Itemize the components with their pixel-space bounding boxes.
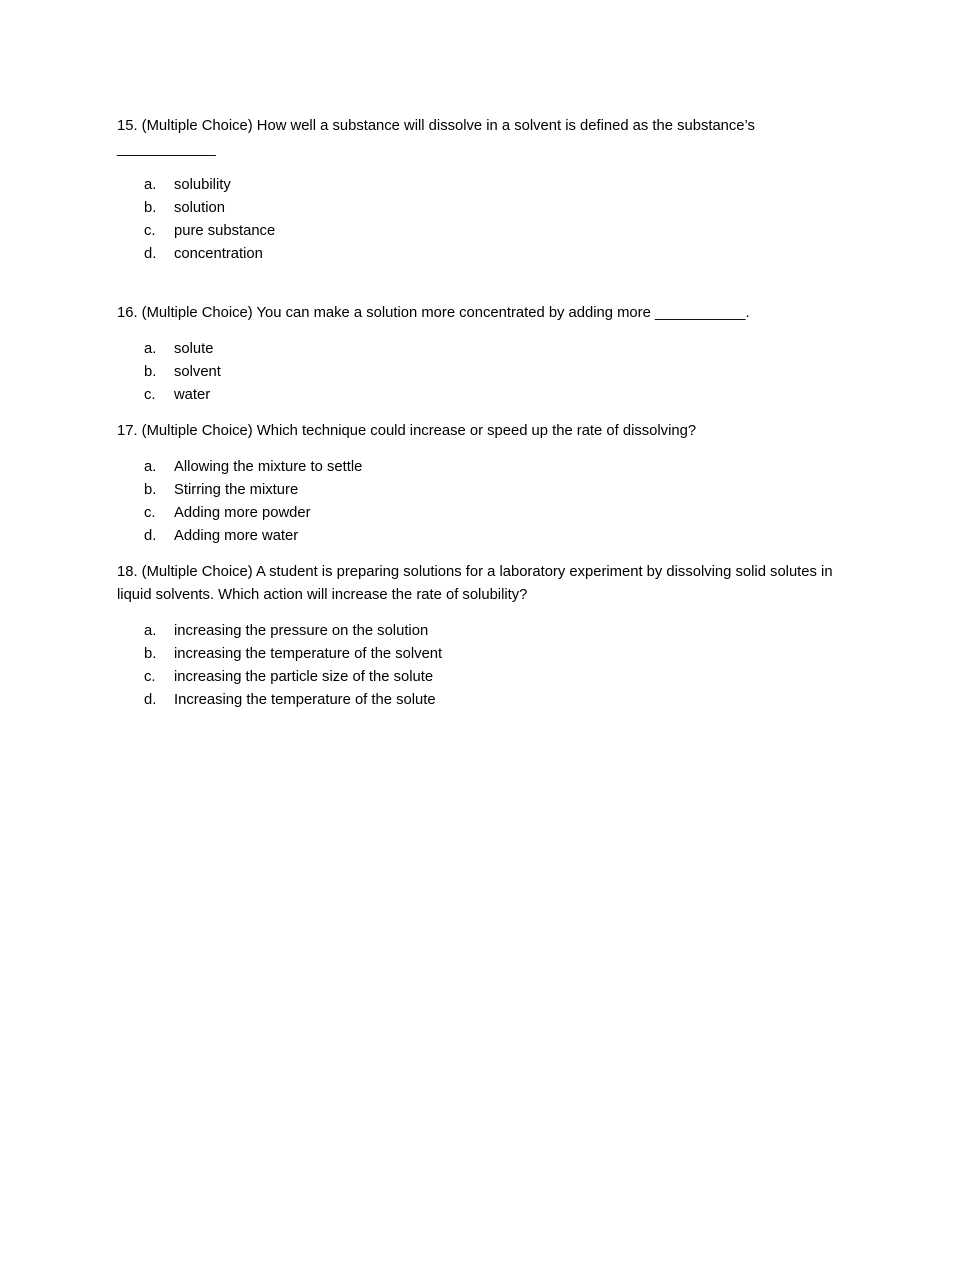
- option-text: concentration: [174, 246, 263, 262]
- option-letter: c.: [144, 387, 156, 403]
- option-text: Stirring the mixture: [174, 482, 299, 498]
- option-text: Increasing the temperature of the solute: [174, 692, 436, 708]
- option-item: [144, 525, 861, 548]
- question-15: [117, 115, 861, 266]
- question-text: 16. (Multiple Choice) You can make a solution more concentrated by adding more ___________.: [117, 305, 750, 321]
- option-list: [117, 338, 861, 407]
- option-letter: c.: [144, 669, 156, 685]
- option-letter: a.: [144, 341, 157, 357]
- option-list: [117, 620, 861, 712]
- option-list: [117, 174, 861, 266]
- option-item: [144, 338, 861, 361]
- option-text: solubility: [174, 177, 231, 193]
- option-text: solvent: [174, 364, 221, 380]
- option-letter: b.: [144, 646, 157, 662]
- option-letter: d.: [144, 528, 157, 544]
- option-text: increasing the particle size of the solute: [174, 669, 434, 685]
- option-item: [144, 220, 861, 243]
- option-item: [144, 502, 861, 525]
- option-text: Allowing the mixture to settle: [174, 459, 363, 475]
- answer-blank-line: ____________: [117, 141, 216, 157]
- option-item: [144, 197, 861, 220]
- option-item: [144, 479, 861, 502]
- option-text: pure substance: [174, 223, 276, 239]
- option-item: [144, 361, 861, 384]
- option-letter: c.: [144, 505, 156, 521]
- option-letter: d.: [144, 246, 157, 262]
- option-text: Adding more powder: [174, 505, 311, 521]
- question-18: [117, 561, 861, 712]
- option-letter: b.: [144, 482, 157, 498]
- option-item: [144, 243, 861, 266]
- option-letter: d.: [144, 692, 157, 708]
- option-item: [144, 643, 861, 666]
- option-text: water: [174, 387, 211, 403]
- option-text: increasing the temperature of the solvent: [174, 646, 443, 662]
- option-letter: a.: [144, 459, 157, 475]
- option-list: [117, 456, 861, 548]
- option-text: solute: [174, 341, 214, 357]
- option-item: [144, 174, 861, 197]
- option-item: [144, 384, 861, 407]
- option-letter: b.: [144, 364, 157, 380]
- option-letter: a.: [144, 177, 157, 193]
- question-17: [117, 420, 861, 548]
- option-letter: b.: [144, 200, 157, 216]
- question-text: 17. (Multiple Choice) Which technique could increase or speed up the rate of dissolving?: [117, 423, 697, 439]
- option-letter: a.: [144, 623, 157, 639]
- question-text: 15. (Multiple Choice) How well a substance will dissolve in a solvent is defined as the substance’s: [117, 118, 755, 134]
- option-item: [144, 620, 861, 643]
- option-text: Adding more water: [174, 528, 299, 544]
- option-text: increasing the pressure on the solution: [174, 623, 429, 639]
- option-letter: c.: [144, 223, 156, 239]
- option-item: [144, 456, 861, 479]
- question-text: 18. (Multiple Choice) A student is preparing solutions for a laboratory experiment by dissolving solid solutes in liquid solvents. Which action will increase the rate of solubility?: [117, 564, 833, 603]
- question-16: [117, 302, 861, 407]
- option-text: solution: [174, 200, 226, 216]
- option-item: [144, 666, 861, 689]
- option-item: [144, 689, 861, 712]
